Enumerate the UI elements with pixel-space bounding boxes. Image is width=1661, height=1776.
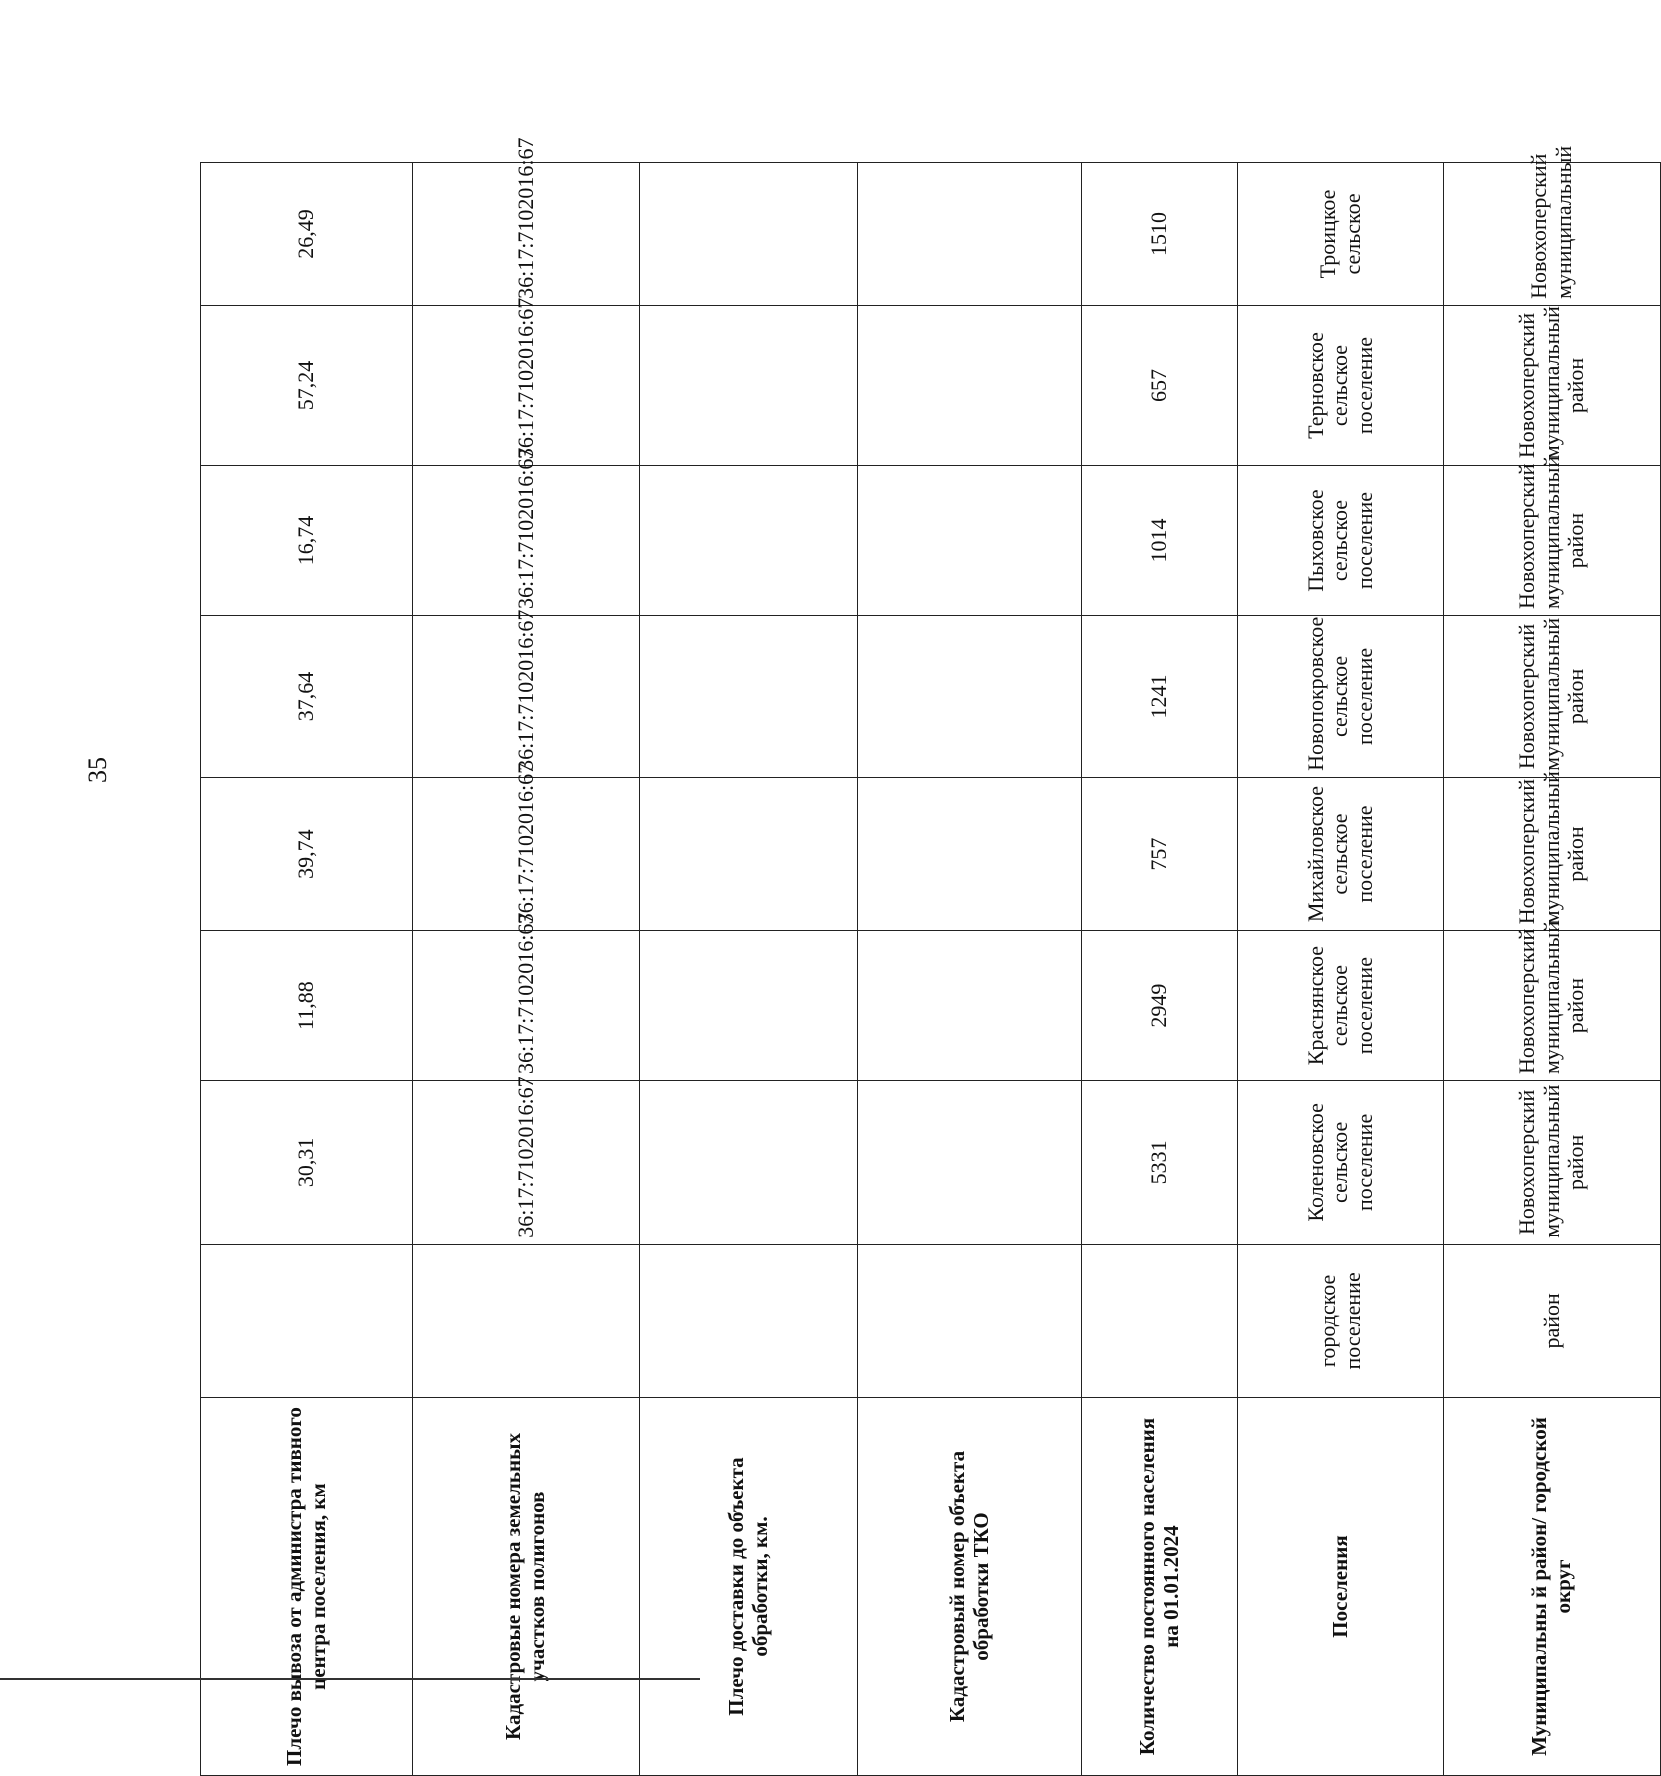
table-cell: 757	[1082, 777, 1238, 930]
table-cell: 36:17:7102016:67	[413, 615, 640, 777]
table-cell: 36:17:7102016:67	[413, 305, 640, 465]
table-cell: 1241	[1082, 615, 1238, 777]
column-header: Плечо доставки до объекта обработки, км.	[640, 1398, 858, 1776]
table-cell: Новохоперский муниципальный	[1444, 163, 1661, 306]
table-cell	[858, 1081, 1082, 1245]
table-cell	[640, 163, 858, 306]
table-cell: Новохоперский муниципальный район	[1444, 777, 1661, 930]
rotated-table-wrapper	[200, 137, 1589, 1776]
table-cell: Краснянское сельское поселение	[1238, 931, 1444, 1081]
table-cell: Коленовское сельское поселение	[1238, 1081, 1444, 1245]
table-cell: Новопокровское сельское поселение	[1238, 615, 1444, 777]
table-cell: 11,88	[201, 931, 413, 1081]
table-cell: 37,64	[201, 615, 413, 777]
table-cell: 36:17:7102016:67	[413, 466, 640, 616]
column-header: Количество постоянного населения на 01.01.2024	[1082, 1398, 1238, 1776]
table-column-7	[1444, 163, 1661, 1776]
table-cell	[640, 305, 858, 465]
table-cell	[201, 1244, 413, 1397]
column-header: Плечо вывоза от администра тивного центра поселения, км	[201, 1398, 413, 1776]
table-cell: 26,49	[201, 163, 413, 306]
table-column-3	[640, 163, 858, 1776]
table-cell: Новохоперский муниципальный район	[1444, 615, 1661, 777]
table-cell	[640, 466, 858, 616]
column-header: Кадастровые номера земельных участков полигонов	[413, 1398, 640, 1776]
table-cell: Троицкое сельское	[1238, 163, 1444, 306]
table-cell	[640, 1244, 858, 1397]
bottom-rule	[0, 1678, 700, 1680]
table-cell: Новохоперский муниципальный район	[1444, 466, 1661, 616]
table-cell: 16,74	[201, 466, 413, 616]
page-number: 35	[83, 757, 112, 783]
table-cell	[858, 466, 1082, 616]
table-column-2	[413, 163, 640, 1776]
table-cell: 36:17:7102016:67	[413, 163, 640, 306]
table-cell: 1014	[1082, 466, 1238, 616]
table-cell	[640, 1081, 858, 1245]
table-cell: 1510	[1082, 163, 1238, 306]
table-cell	[858, 931, 1082, 1081]
table-cell: Новохоперский муниципальный район	[1444, 931, 1661, 1081]
table-cell	[640, 777, 858, 930]
table-cell: 36:17:7102016:67	[413, 931, 640, 1081]
table-cell	[413, 1244, 640, 1397]
table-cell	[858, 615, 1082, 777]
table-cell: Новохоперский муниципальный район	[1444, 305, 1661, 465]
table-column-5	[1082, 163, 1238, 1776]
table-cell: 39,74	[201, 777, 413, 930]
table-column-6	[1238, 163, 1444, 1776]
table-cell: 2949	[1082, 931, 1238, 1081]
column-header: Поселения	[1238, 1398, 1444, 1776]
table-cell: городское поселение	[1238, 1244, 1444, 1397]
table-cell: Терновское сельское поселение	[1238, 305, 1444, 465]
column-header: Муниципальны й район/ городской округ	[1444, 1398, 1661, 1776]
table-cell	[858, 305, 1082, 465]
table-cell	[858, 1244, 1082, 1397]
column-header: Кадастровый номер объекта обработки ТКО	[858, 1398, 1082, 1776]
table-cell: 36:17:7102016:67	[413, 777, 640, 930]
table-column-4	[858, 163, 1082, 1776]
table-cell: 57,24	[201, 305, 413, 465]
table-cell: 5331	[1082, 1081, 1238, 1245]
table-cell: 30,31	[201, 1081, 413, 1245]
table-cell: Михайловское сельское поселение	[1238, 777, 1444, 930]
table-cell	[640, 931, 858, 1081]
table-cell	[858, 163, 1082, 306]
table-cell	[1082, 1244, 1238, 1397]
table-cell: район	[1444, 1244, 1661, 1397]
data-table	[200, 137, 1661, 1776]
table-cell	[640, 615, 858, 777]
table-cell: 36:17:7102016:67	[413, 1081, 640, 1245]
table-cell: 657	[1082, 305, 1238, 465]
table-cell: Пыховское сельское поселение	[1238, 466, 1444, 616]
table-column-1	[201, 163, 413, 1776]
table-cell	[858, 777, 1082, 930]
table-cell: Новохоперский муниципальный район	[1444, 1081, 1661, 1245]
